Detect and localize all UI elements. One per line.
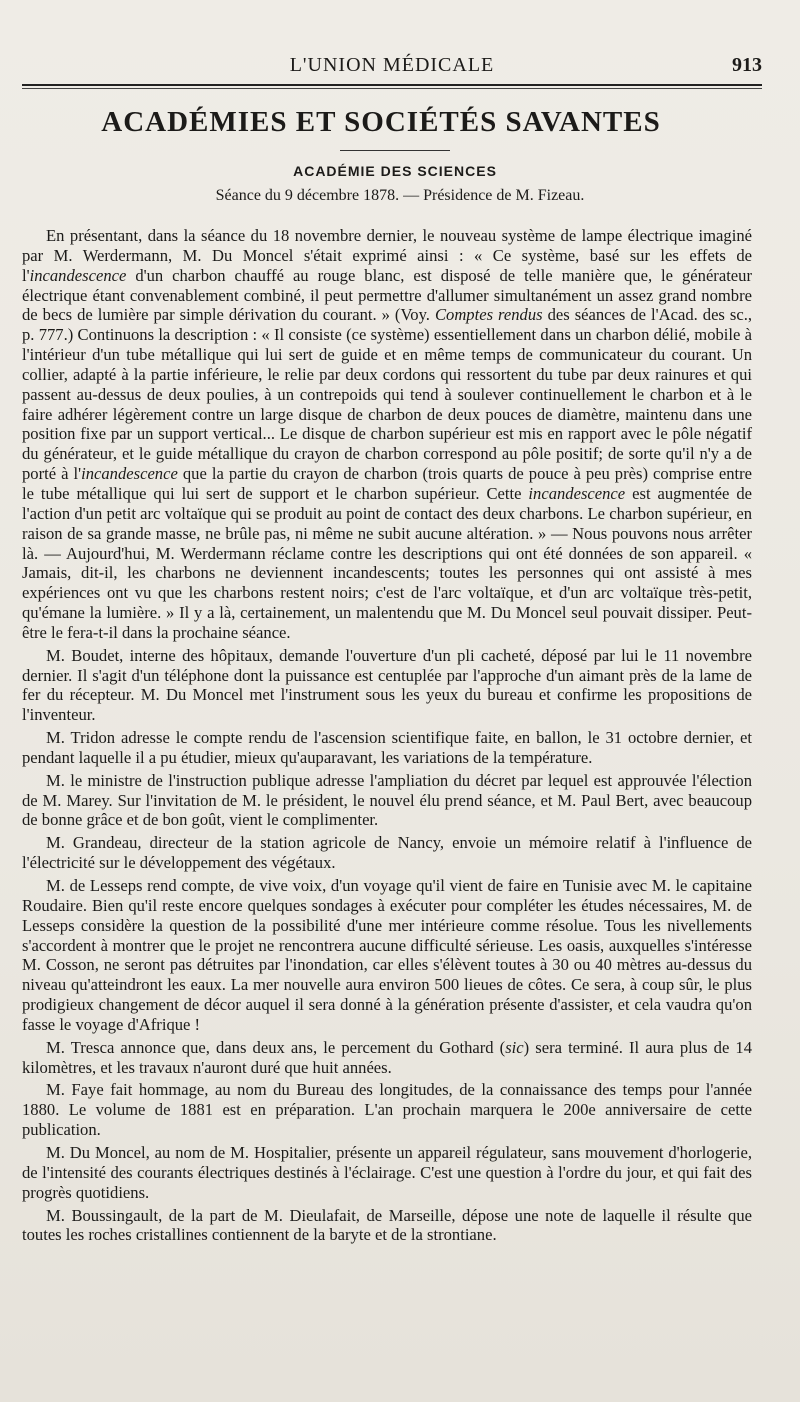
paragraph: M. Boudet, interne des hôpitaux, demande l'ouverture d'un pli cacheté, déposé par lui le 11 novembre dernier. Il s'agit d'un téléphone dont la puissance est centuplée par l'approche d'un aimant près de la lame de fer du récepteur. M. Du Moncel met l'instrument sous les yeux du bureau et confirme les propositions de l'inventeur.: [22, 645, 752, 725]
header-rule: [22, 84, 762, 86]
article-body: [22, 226, 752, 1248]
paragraph: M. de Lesseps rend compte, de vive voix, d'un voyage qu'il vient de faire en Tunisie avec M. le capitaine Roudaire. Bien qu'il reste encore quelques sondages à exécuter pour compléter les études nécessaires, M. de Lesseps considère la question de la possibilité d'une mer intérieure comme résolue. Tous les nivellements s'accordent à montrer que le projet ne rencontrera aucune difficulté sérieuse. Les oasis, auxquelles s'intéresse M. Cosson, ne seront pas détruites par l'inondation, car elles s'élèvent toutes à 30 ou 40 mètres au-dessus du niveau qu'atteindront les eaux. La mer nouvelle aura environ 500 lieues de côtes. Ce sera, à coup sûr, le plus prodigieux changement de décor auquel il sera donné à la génération présente d'assister, et cela vaudra qu'on fasse le voyage d'Afrique !: [22, 876, 752, 1034]
section-title: ACADÉMIES ET SOCIÉTÉS SAVANTES: [101, 106, 661, 138]
session-line: Séance du 9 décembre 1878. — Présidence de M. Fizeau.: [215, 187, 585, 204]
italic-term: sic: [505, 1037, 524, 1057]
header-rule-thin: [22, 88, 762, 89]
paragraph: En présentant, dans la séance du 18 novembre dernier, le nouveau système de lampe électrique imaginé par M. Werdermann, M. Du Moncel s'était exprimé ainsi : « Ce système, basé sur les effets de l'incandescence d'un charbon chauffé au rouge blanc, est disposé de telle manière que, le générateur électrique étant convenablement combiné, il peut permettre d'allumer simultanément un assez grand nombre de becs de lumière par simple dérivation du courant. » (Voy. Comptes rendus des séances de l'Acad. des sc., p. 777.) Continuons la description : « Il consiste (ce système) essentiellement dans un charbon délié, mobile à l'intérieur d'un tube métallique qui lui sert de guide et en même temps de communicateur du courant. Un collier, adapté à la partie inférieure, le relie par deux cordons qui ressortent du tube par deux rainures et qui passent au-dessus de deux poulies, à un contrepoids qui tend à soulever continuellement le charbon et à le faire adhérer légèrement contre un large disque de charbon de deux pouces de diamètre, maintenu dans une position fixe par un support vertical... Le disque de charbon supérieur est mis en rapport avec le pôle négatif du générateur, et le guide métallique du crayon de charbon correspond au pôle positif; de sorte qu'il n'y a de porté à l'incandescence que la partie du crayon de charbon (trois quarts de pouce à peu près) comprise entre le tube métallique qui lui sert de support et le charbon supérieur. Cette incandescence est augmentée de l'action d'un petit arc voltaïque qui se produit au point de contact des deux charbons. Le charbon supérieur, en raison de sa grande masse, ne brûle pas, ni même ne subit aucune altération. » — Nous pouvons nous arrêter là. — Aujourd'hui, M. Werdermann réclame contre les descriptions qui ont été données de son appareil. « Jamais, dit-il, les charbons ne deviennent incandescents; toutes les personnes qui ont assisté à mes expériences ont vu que les charbons restent noirs; c'est de l'arc voltaïque, et d'un arc voltaïque très-petit, qu'émane la lumière. » Il y a là, certainement, un malentendu que M. Du Moncel seul pouvait dissiper. Peut-être le fera-t-il dans la prochaine séance.: [22, 226, 752, 642]
italic-term: Comptes rendus: [434, 305, 543, 325]
paragraph: M. Du Moncel, au nom de M. Hospitalier, présente un appareil régulateur, sans mouvement d'horlogerie, de l'intensité des courants électriques destinés à l'éclairage. C'est une question à l'ordre du jour, et qui fait des progrès quotidiens.: [22, 1142, 752, 1202]
paragraph: M. Grandeau, directeur de la station agricole de Nancy, envoie un mémoire relatif à l'influence de l'électricité sur le développement des végétaux.: [22, 833, 752, 873]
paragraph: M. Boussingault, de la part de M. Dieulafait, de Marseille, dépose une note de laquelle il résulte que toutes les roches cristallines contiennent de la baryte et de la strontiane.: [22, 1205, 752, 1245]
running-header-title: L'UNION MÉDICALE: [289, 54, 495, 76]
paragraph: M. Tridon adresse le compte rendu de l'ascension scientifique faite, en ballon, le 31 octobre dernier, et pendant laquelle il a pu étudier, mieux qu'auparavant, les variations de la température.: [22, 728, 752, 767]
italic-term: incandescence: [29, 265, 127, 285]
page-header: [22, 54, 762, 80]
subsection-title: ACADÉMIE DES SCIENCES: [293, 163, 497, 179]
paragraph: M. Tresca annonce que, dans deux ans, le percement du Gothard (sic) sera terminé. Il aura plus de 14 kilomètres, et les travaux n'auront duré que huit années.: [22, 1037, 752, 1077]
italic-term: incandescence: [528, 483, 626, 503]
page-number: 913: [732, 54, 762, 76]
paragraph: M. Faye fait hommage, au nom du Bureau des longitudes, de la connaissance des temps pour l'année 1880. Le volume de 1881 est en préparation. L'an prochain marquera le 200e anniversaire de cette publication.: [22, 1080, 752, 1140]
paragraph: M. le ministre de l'instruction publique adresse l'ampliation du décret par lequel est approuvée l'élection de M. Marey. Sur l'invitation de M. le président, le nouvel élu prend séance, et M. Paul Bert, avec beaucoup de bonne grâce et de bon goût, vient le complimenter.: [22, 770, 752, 830]
italic-term: incandescence: [81, 464, 178, 484]
section-divider: [340, 150, 450, 151]
